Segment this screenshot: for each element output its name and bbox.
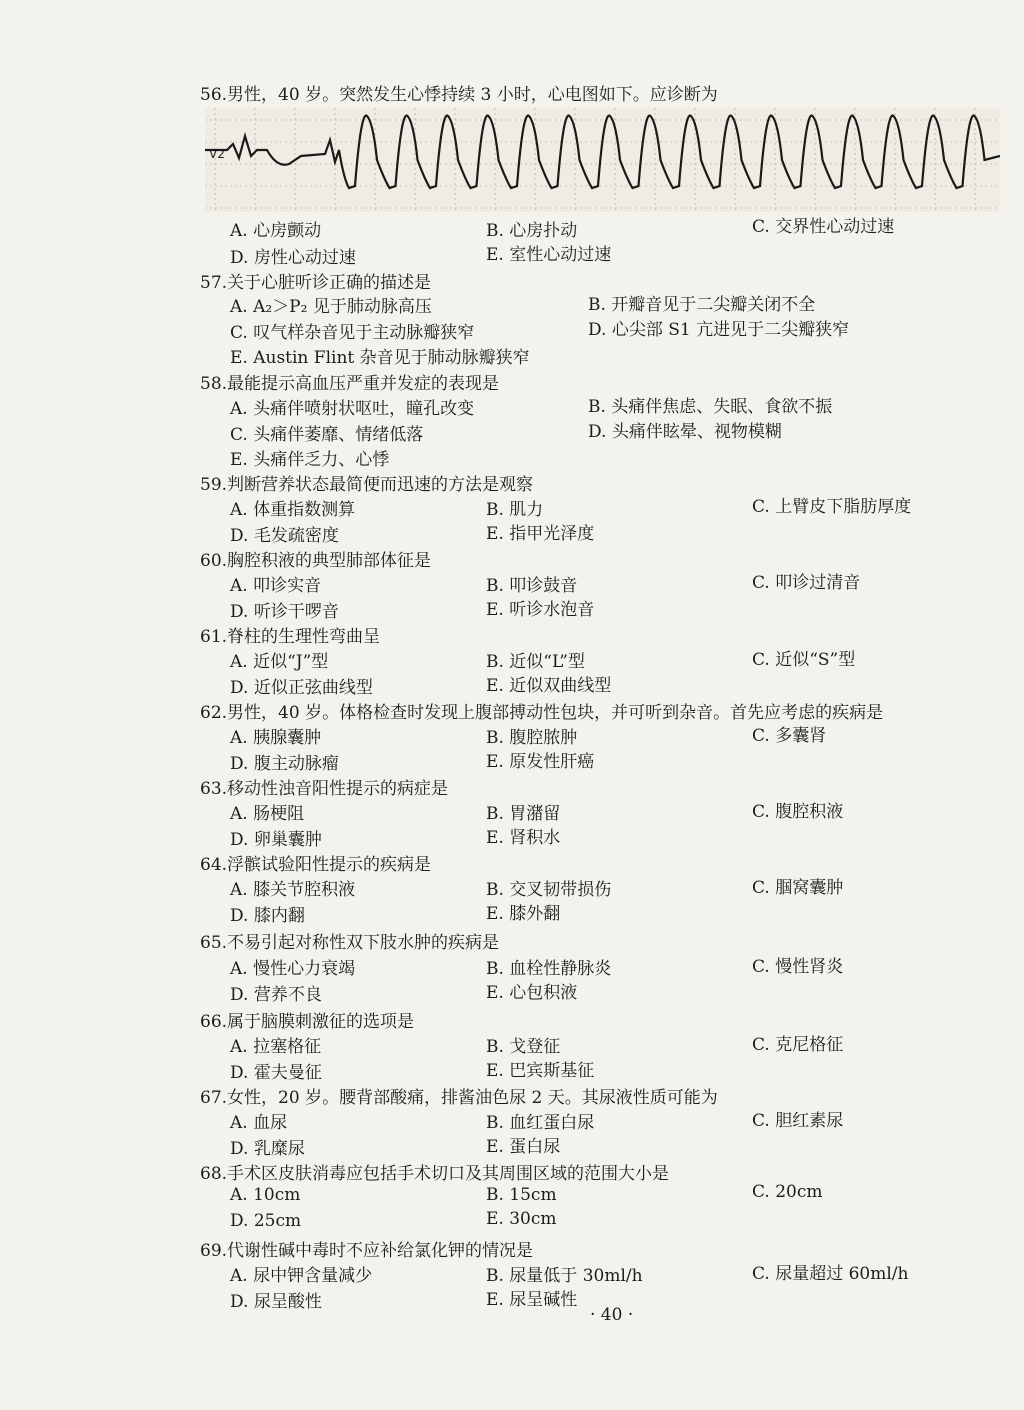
question-63-stem: 63.移动性浊音阳性提示的病症是 xyxy=(200,779,449,799)
q66-option-b: B. 戈登征 xyxy=(486,1037,561,1057)
q69-option-b: B. 尿量低于 30ml/h xyxy=(486,1266,643,1286)
question-66-stem: 66.属于脑膜刺激征的选项是 xyxy=(200,1012,415,1032)
q68-option-d: D. 25cm xyxy=(230,1211,302,1231)
question-62-stem: 62.男性，40 岁。体格检查时发现上腹部搏动性包块，并可听到杂音。首先应考虑的疾病是 xyxy=(200,703,884,723)
q59-option-a: A. 体重指数测算 xyxy=(230,500,356,520)
question-65-stem: 65.不易引起对称性双下肢水肿的疾病是 xyxy=(200,933,500,953)
q68-option-b: B. 15cm xyxy=(486,1185,557,1205)
q67-option-e: E. 蛋白尿 xyxy=(486,1137,561,1157)
q62-option-e: E. 原发性肝癌 xyxy=(486,752,595,772)
q63-option-d: D. 卵巢囊肿 xyxy=(230,830,322,850)
q68-option-a: A. 10cm xyxy=(230,1185,301,1205)
q57-option-b: B. 开瓣音见于二尖瓣关闭不全 xyxy=(588,295,816,315)
question-60-stem: 60.胸腔积液的典型肺部体征是 xyxy=(200,551,432,571)
q63-option-b: B. 胃潴留 xyxy=(486,804,561,824)
q56-option-a: A. 心房颤动 xyxy=(230,221,322,241)
q63-option-c: C. 腹腔积液 xyxy=(752,802,844,822)
q58-option-a: A. 头痛伴喷射状呕吐，瞳孔改变 xyxy=(230,399,475,419)
q59-option-d: D. 毛发疏密度 xyxy=(230,526,339,546)
q61-option-b: B. 近似“L”型 xyxy=(486,652,585,672)
q58-option-d: D. 头痛伴眩晕、视物模糊 xyxy=(588,422,782,442)
q58-option-c: C. 头痛伴萎靡、情绪低落 xyxy=(230,425,424,445)
q60-option-c: C. 叩诊过清音 xyxy=(752,573,861,593)
ecg-strip-image xyxy=(205,108,1000,212)
q62-option-b: B. 腹腔脓肿 xyxy=(486,728,578,748)
q63-option-e: E. 肾积水 xyxy=(486,828,561,848)
q63-option-a: A. 肠梗阻 xyxy=(230,804,305,824)
q64-option-e: E. 膝外翻 xyxy=(486,904,561,924)
question-59-stem: 59.判断营养状态最简便而迅速的方法是观察 xyxy=(200,475,534,495)
q65-option-a: A. 慢性心力衰竭 xyxy=(230,959,356,979)
q60-option-e: E. 听诊水泡音 xyxy=(486,600,595,620)
q64-option-d: D. 膝内翻 xyxy=(230,906,305,926)
q57-option-e: E. Austin Flint 杂音见于肺动脉瓣狭窄 xyxy=(230,348,530,368)
q56-option-d: D. 房性心动过速 xyxy=(230,248,356,268)
q62-option-c: C. 多囊肾 xyxy=(752,726,827,746)
q66-option-d: D. 霍夫曼征 xyxy=(230,1063,322,1083)
q59-option-b: B. 肌力 xyxy=(486,500,544,520)
q62-option-d: D. 腹主动脉瘤 xyxy=(230,754,339,774)
q64-option-c: C. 腘窝囊肿 xyxy=(752,878,844,898)
q68-option-c: C. 20cm xyxy=(752,1182,823,1202)
q69-option-c: C. 尿量超过 60ml/h xyxy=(752,1264,909,1284)
q69-option-d: D. 尿呈酸性 xyxy=(230,1292,322,1312)
q61-option-d: D. 近似正弦曲线型 xyxy=(230,678,373,698)
q57-option-a: A. A₂＞P₂ 见于肺动脉高压 xyxy=(230,297,432,317)
q69-option-e: E. 尿呈碱性 xyxy=(486,1290,578,1310)
q64-option-a: A. 膝关节腔积液 xyxy=(230,880,356,900)
q58-option-e: E. 头痛伴乏力、心悸 xyxy=(230,450,390,470)
q61-option-c: C. 近似“S”型 xyxy=(752,650,856,670)
q60-option-b: B. 叩诊鼓音 xyxy=(486,576,578,596)
question-57-stem: 57.关于心脏听诊正确的描述是 xyxy=(200,273,432,293)
q60-option-a: A. 叩诊实音 xyxy=(230,576,322,596)
q65-option-d: D. 营养不良 xyxy=(230,985,322,1005)
q67-option-b: B. 血红蛋白尿 xyxy=(486,1113,595,1133)
question-67-stem: 67.女性，20 岁。腰背部酸痛，排酱油色尿 2 天。其尿液性质可能为 xyxy=(200,1088,718,1108)
q64-option-b: B. 交叉韧带损伤 xyxy=(486,880,612,900)
q69-option-a: A. 尿中钾含量减少 xyxy=(230,1266,373,1286)
page-number: · 40 · xyxy=(590,1305,634,1325)
q59-option-c: C. 上臂皮下脂肪厚度 xyxy=(752,497,912,517)
q66-option-e: E. 巴宾斯基征 xyxy=(486,1061,595,1081)
q57-option-d: D. 心尖部 S1 亢进见于二尖瓣狭窄 xyxy=(588,320,850,340)
q57-option-c: C. 叹气样杂音见于主动脉瓣狭窄 xyxy=(230,323,475,343)
ecg-lead-label: V2 xyxy=(209,147,225,161)
q65-option-b: B. 血栓性静脉炎 xyxy=(486,959,612,979)
q67-option-a: A. 血尿 xyxy=(230,1113,288,1133)
q61-option-e: E. 近似双曲线型 xyxy=(486,676,612,696)
q62-option-a: A. 胰腺囊肿 xyxy=(230,728,322,748)
q65-option-c: C. 慢性肾炎 xyxy=(752,957,844,977)
question-61-stem: 61.脊柱的生理性弯曲呈 xyxy=(200,627,381,647)
q61-option-a: A. 近似“J”型 xyxy=(230,652,329,672)
q58-option-b: B. 头痛伴焦虑、失眠、食欲不振 xyxy=(588,397,833,417)
question-56-stem: 56.男性，40 岁。突然发生心悸持续 3 小时，心电图如下。应诊断为 xyxy=(200,85,718,105)
q67-option-c: C. 胆红素尿 xyxy=(752,1111,844,1131)
q60-option-d: D. 听诊干啰音 xyxy=(230,602,339,622)
q68-option-e: E. 30cm xyxy=(486,1209,557,1229)
q59-option-e: E. 指甲光泽度 xyxy=(486,524,595,544)
q56-option-b: B. 心房扑动 xyxy=(486,221,578,241)
question-58-stem: 58.最能提示高血压严重并发症的表现是 xyxy=(200,374,500,394)
q66-option-c: C. 克尼格征 xyxy=(752,1035,844,1055)
q66-option-a: A. 拉塞格征 xyxy=(230,1037,322,1057)
q56-option-e: E. 室性心动过速 xyxy=(486,245,612,265)
question-69-stem: 69.代谢性碱中毒时不应补给氯化钾的情况是 xyxy=(200,1241,534,1261)
q56-option-c: C. 交界性心动过速 xyxy=(752,217,895,237)
q65-option-e: E. 心包积液 xyxy=(486,983,578,1003)
q67-option-d: D. 乳糜尿 xyxy=(230,1139,305,1159)
question-68-stem: 68.手术区皮肤消毒应包括手术切口及其周围区域的范围大小是 xyxy=(200,1164,670,1184)
question-64-stem: 64.浮髌试验阳性提示的疾病是 xyxy=(200,855,432,875)
